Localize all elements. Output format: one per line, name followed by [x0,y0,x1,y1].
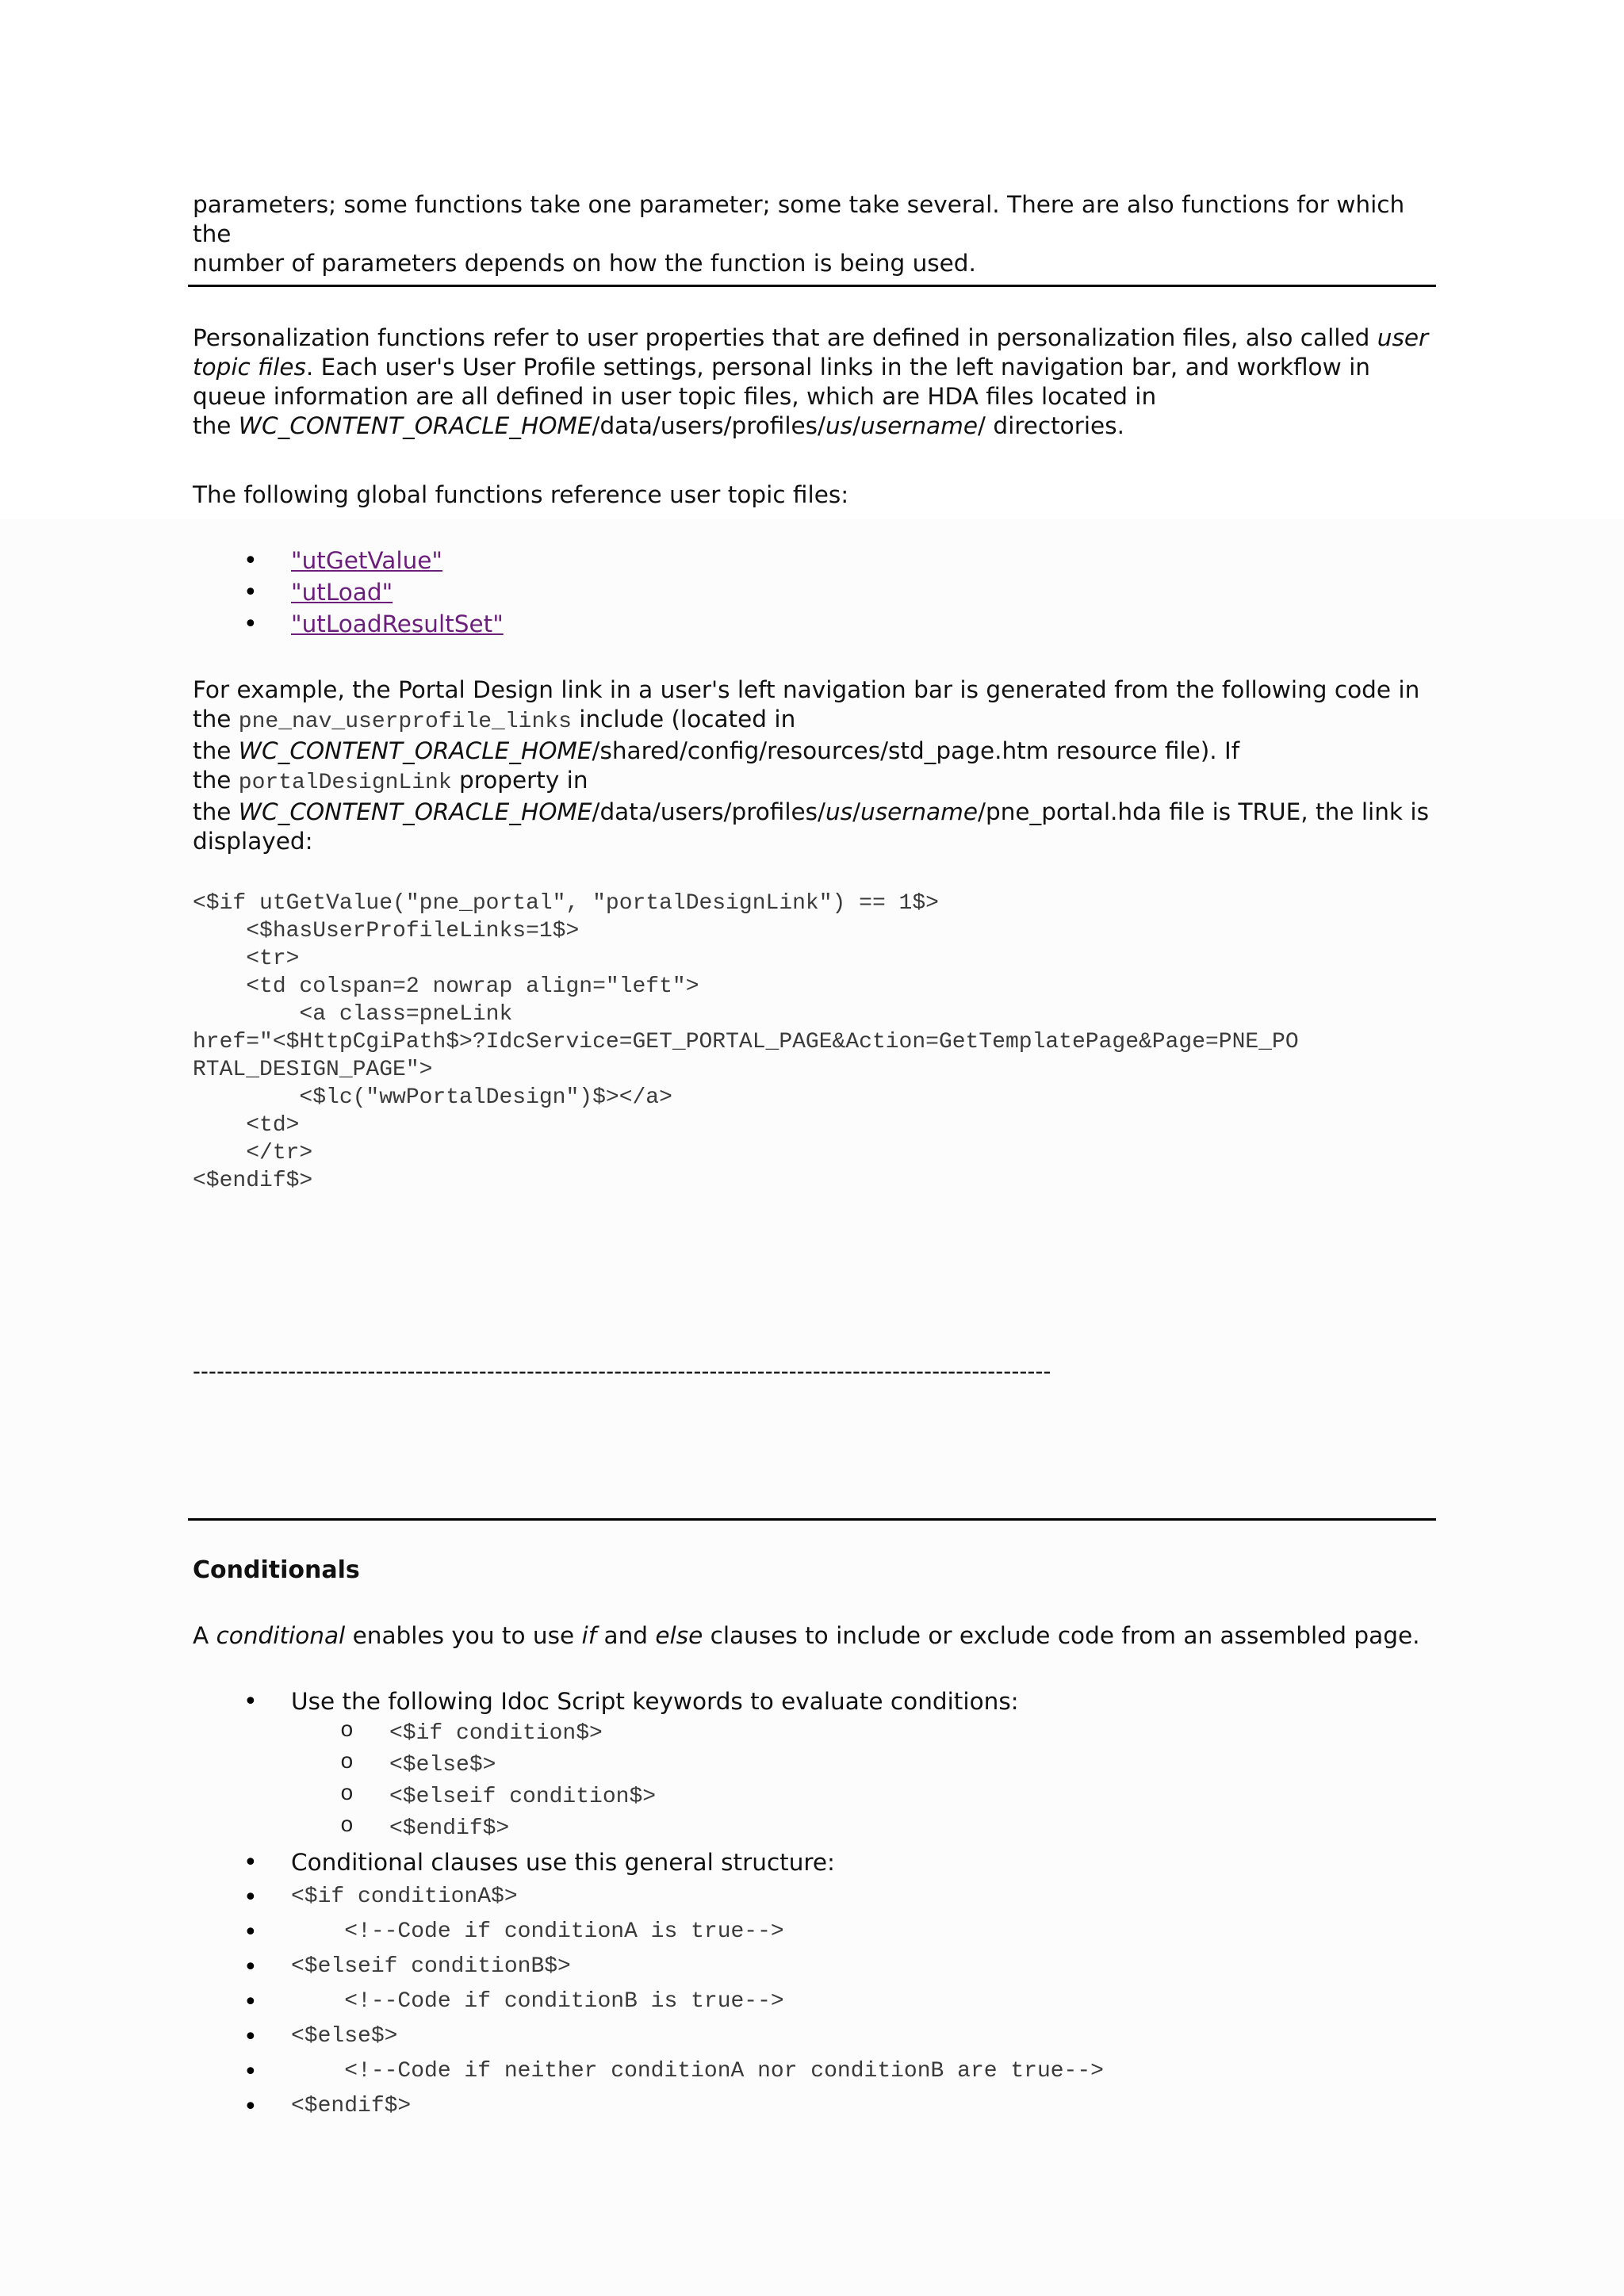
list-item: • <$if conditionA$> [193,1883,1438,1911]
sub-list-item: o <$endif$> [193,1812,1438,1843]
user-topic-functions-intro: The following global functions reference user topic files: [193,481,849,508]
list-item [193,546,1438,576]
sub-list-item: o <$if condition$> [193,1716,1438,1748]
link-utload[interactable]: "utLoad" [291,579,393,606]
link-utgetvalue[interactable]: "utGetValue" [291,547,442,574]
list-item [193,610,1438,639]
link-utloadresultset[interactable]: "utLoadResultSet" [291,610,504,637]
list-item: • Use the following Idoc Script keywords to evaluate conditions: [193,1687,1438,1716]
example-paragraph: For example, the Portal Design link in a user's left navigation bar is generated from the following code in the pne_nav_userprofile_links include (located in the WC_CONTENT_ORACLE_HOME/shared/config/resources/std_page.htm resource file). If the portalDesignLink property in the WC_CONTENT_ORACLE_HOME/data/users/profiles/us/username/pne_portal.hda file is TRUE, the link is displayed: [193,676,1429,855]
conditionals-list [193,1687,1438,2120]
list-item: • <!--Code if conditionB is true--> [193,1988,1438,2015]
intro-paragraph [193,190,1438,278]
intro-line-2: number of parameters depends on how the function is being used. [193,250,976,277]
list-item: • Conditional clauses use this general structure: [193,1848,1438,1877]
personalization-paragraph: Personalization functions refer to user properties that are defined in personalization files, also called user topic files. Each user's User Profile settings, personal links in the left navigation bar, and workflow in queue information are all defined in user topic files, which are HDA files located in the WC_CONTENT_ORACLE_HOME/data/users/profiles/us/username/ directories. [193,324,1429,439]
sub-list-item: o <$else$> [193,1748,1438,1780]
horizontal-rule [188,1518,1436,1521]
dashed-separator: ------------------------------------------------------------------------------------------------------------ [193,1358,1051,1384]
list-item: • <$endif$> [193,2092,1438,2120]
user-topic-function-list [193,546,1438,639]
section-heading: Conditionals [193,1556,360,1584]
inline-code: portalDesignLink [238,771,452,795]
conditionals-intro: A conditional enables you to use if and else clauses to include or exclude code from an assembled page. [193,1622,1420,1649]
horizontal-rule [188,285,1436,287]
list-item [193,578,1438,607]
list-item: • <$elseif conditionB$> [193,1953,1438,1980]
document-page [193,190,1438,2120]
list-item: • <$else$> [193,2022,1438,2050]
code-block: <$if utGetValue("pne_portal", "portalDesignLink") == 1$> <$hasUserProfileLinks=1$> <tr> <td colspan=2 nowrap align="left"> <a class=pneLink href="<$HttpCgiPath$>?IdcService=GET_PORTAL_PAGE&Action=GetTemplatePage&Page=PNE_PO RTAL_DESIGN_PAGE"> <$lc("wwPortalDesign")$></a> <td> </tr> <$endif$> [193,891,1299,1193]
list-item: • <!--Code if neither conditionA nor conditionB are true--> [193,2057,1438,2085]
inline-code: pne_nav_userprofile_links [238,710,572,734]
sub-list-item: o <$elseif condition$> [193,1780,1438,1812]
list-item: • <!--Code if conditionA is true--> [193,1918,1438,1946]
intro-line-1: parameters; some functions take one parameter; some take several. There are also functions for which the [193,191,1405,247]
